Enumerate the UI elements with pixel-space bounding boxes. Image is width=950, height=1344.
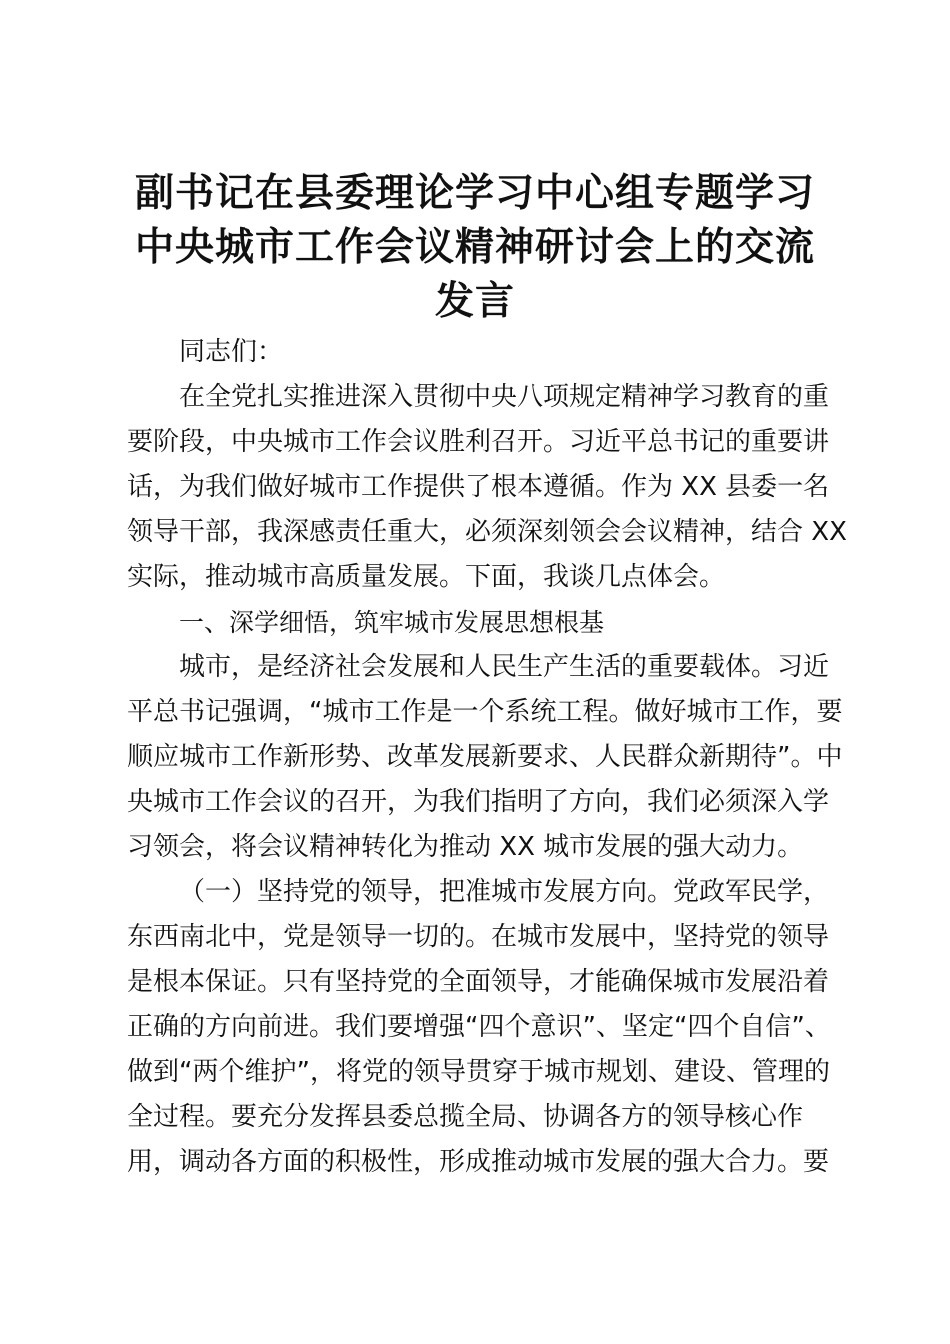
section1-line-4: 央城市工作会议的召开，为我们指明了方向，我们必须深入学 [127,787,830,817]
section1-line-3: 顺应城市工作新形势、改革发展新要求、人民群众新期待”。中 [127,742,843,772]
section1-line-2: 平总书记强调，“城市工作是一个系统工程。做好城市工作，要 [127,697,843,727]
intro-paragraph [127,375,847,600]
title-line-3: 发言 [434,278,515,324]
document-title [110,166,840,328]
section-heading-1: 一、深学细悟，筑牢城市发展思想根基 [179,608,605,637]
subsection1-line-5: 做到“两个维护”，将党的领导贯穿于城市规划、建设、管理的 [127,1057,830,1087]
subsection1-line-3: 是根本保证。只有坚持党的全面领导，才能确保城市发展沿着 [127,967,830,997]
section1-line-5: 习领会，将会议精神转化为推动 XX 城市发展的强大动力。 [127,832,804,862]
subsection-paragraph-1 [127,870,832,1185]
intro-line-4: 领导干部，我深感责任重大，必须深刻领会会议精神，结合 XX [127,517,847,547]
document-body [127,330,847,1185]
title-line-2: 中央城市工作会议精神研讨会上的交流 [134,224,815,270]
subsection1-line-7: 用，调动各方面的积极性，形成推动城市发展的强大合力。要 [127,1147,830,1177]
title-line-1: 副书记在县委理论学习中心组专题学习 [134,170,815,216]
intro-line-3: 话，为我们做好城市工作提供了根本遵循。作为 XX 县委一名 [127,472,830,502]
subsection1-line-6: 全过程。要充分发挥县委总揽全局、协调各方的领导核心作 [127,1102,804,1132]
subsection1-line-1: （一）坚持党的领导，把准城市发展方向。党政军民学， [179,877,830,907]
section1-paragraph [127,645,843,870]
section1-line-1: 城市，是经济社会发展和人民生产生活的重要载体。习近 [179,652,830,682]
intro-line-2: 要阶段，中央城市工作会议胜利召开。习近平总书记的重要讲 [127,427,830,457]
salutation-text: 同志们： [179,337,284,367]
subsection1-line-4: 正确的方向前进。我们要增强“四个意识”、坚定“四个自信”、 [127,1012,831,1042]
subsection1-line-2: 东西南北中，党是领导一切的。在城市发展中，坚持党的领导 [127,922,830,952]
intro-line-5: 实际，推动城市高质量发展。下面，我谈几点体会。 [127,562,726,592]
intro-line-1: 在全党扎实推进深入贯彻中央八项规定精神学习教育的重 [179,382,830,412]
salutation [127,330,832,375]
